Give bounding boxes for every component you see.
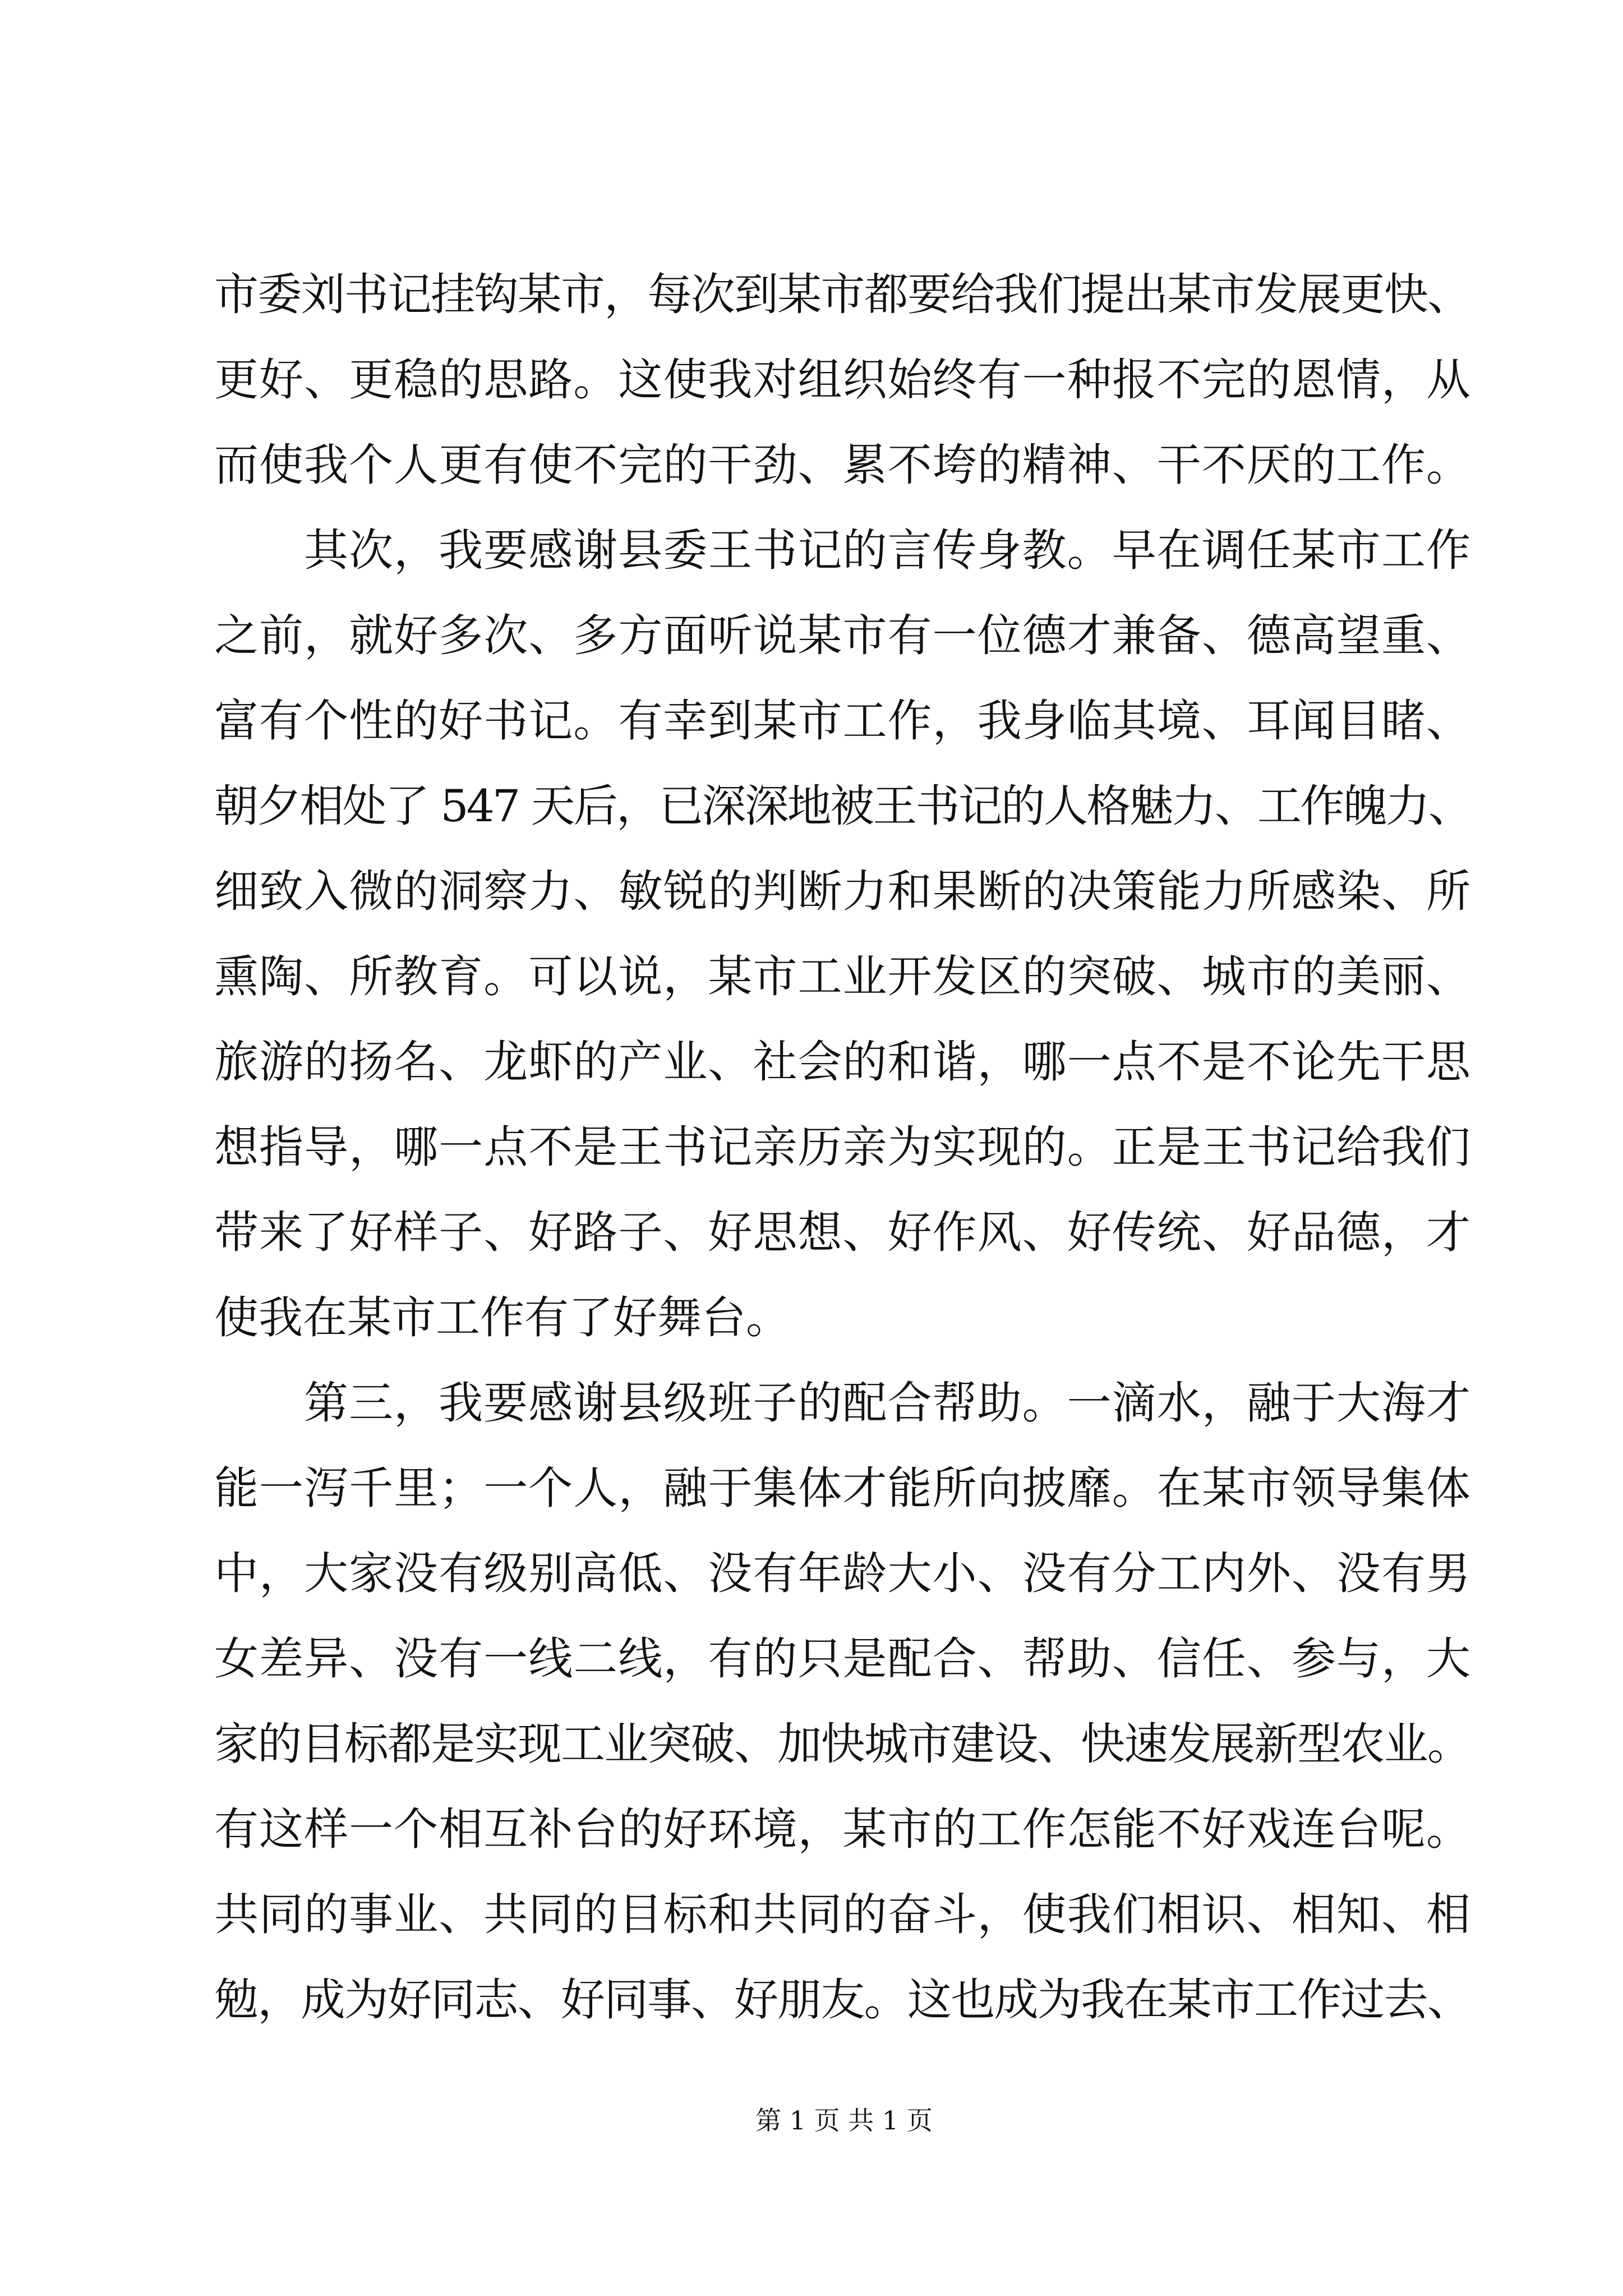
text-line: 有这样一个相互补台的好环境，某市的工作怎能不好戏连台呢。 xyxy=(214,1803,1470,1855)
text-line: 其次，我要感谢县委王书记的言传身教。早在调任某市工作 xyxy=(304,524,1470,576)
text-line: 带来了好样子、好路子、好思想、好作风、好传统、好品德，才 xyxy=(214,1207,1470,1258)
text-line: 勉，成为好同志、好同事、好朋友。这也成为我在某市工作过去、 xyxy=(214,1974,1470,2026)
text-line: 朝夕相处了 547 天后，已深深地被王书记的人格魅力、工作魄力、 xyxy=(214,780,1470,832)
paragraph xyxy=(214,252,1470,508)
text-line: 使我在某市工作有了好舞台。 xyxy=(214,1292,790,1343)
text-line: 富有个性的好书记。有幸到某市工作，我身临其境、耳闻目睹、 xyxy=(214,695,1470,747)
text-line: 想指导，哪一点不是王书记亲历亲为实现的。正是王书记给我们 xyxy=(214,1121,1470,1173)
page-number-footer: 第 1 页 共 1 页 xyxy=(755,2105,933,2136)
text-line: 更好、更稳的思路。这使我对组织始终有一种报不完的恩情，从 xyxy=(214,354,1470,406)
document-body xyxy=(214,252,1470,2042)
text-line: 熏陶、所教育。可以说，某市工业开发区的突破、城市的美丽、 xyxy=(214,951,1470,1002)
text-line: 之前，就好多次、多方面听说某市有一位德才兼备、德高望重、 xyxy=(214,610,1470,661)
text-line: 能一泻千里；一个人，融于集体才能所向披靡。在某市领导集体 xyxy=(214,1462,1470,1514)
text-line: 市委刘书记挂钩某市，每次到某市都要给我们提出某市发展更快、 xyxy=(214,269,1470,320)
text-line: 女差异、没有一线二线，有的只是配合、帮助、信任、参与，大 xyxy=(214,1633,1470,1685)
text-line: 中，大家没有级别高低、没有年龄大小、没有分工内外、没有男 xyxy=(214,1548,1470,1599)
text-line: 第三，我要感谢县级班子的配合帮助。一滴水，融于大海才 xyxy=(304,1377,1470,1429)
paragraph xyxy=(214,508,1470,1360)
text-line: 家的目标都是实现工业突破、加快城市建设、快速发展新型农业。 xyxy=(214,1718,1470,1770)
paragraph xyxy=(214,1360,1470,2042)
text-line: 而使我个人更有使不完的干劲、累不垮的精神、干不厌的工作。 xyxy=(214,439,1470,491)
text-line: 细致入微的洞察力、敏锐的判断力和果断的决策能力所感染、所 xyxy=(214,866,1470,917)
text-line: 旅游的扬名、龙虾的产业、社会的和谐，哪一点不是不论先干思 xyxy=(214,1036,1470,1088)
text-line: 共同的事业、共同的目标和共同的奋斗，使我们相识、相知、相 xyxy=(214,1889,1470,1940)
